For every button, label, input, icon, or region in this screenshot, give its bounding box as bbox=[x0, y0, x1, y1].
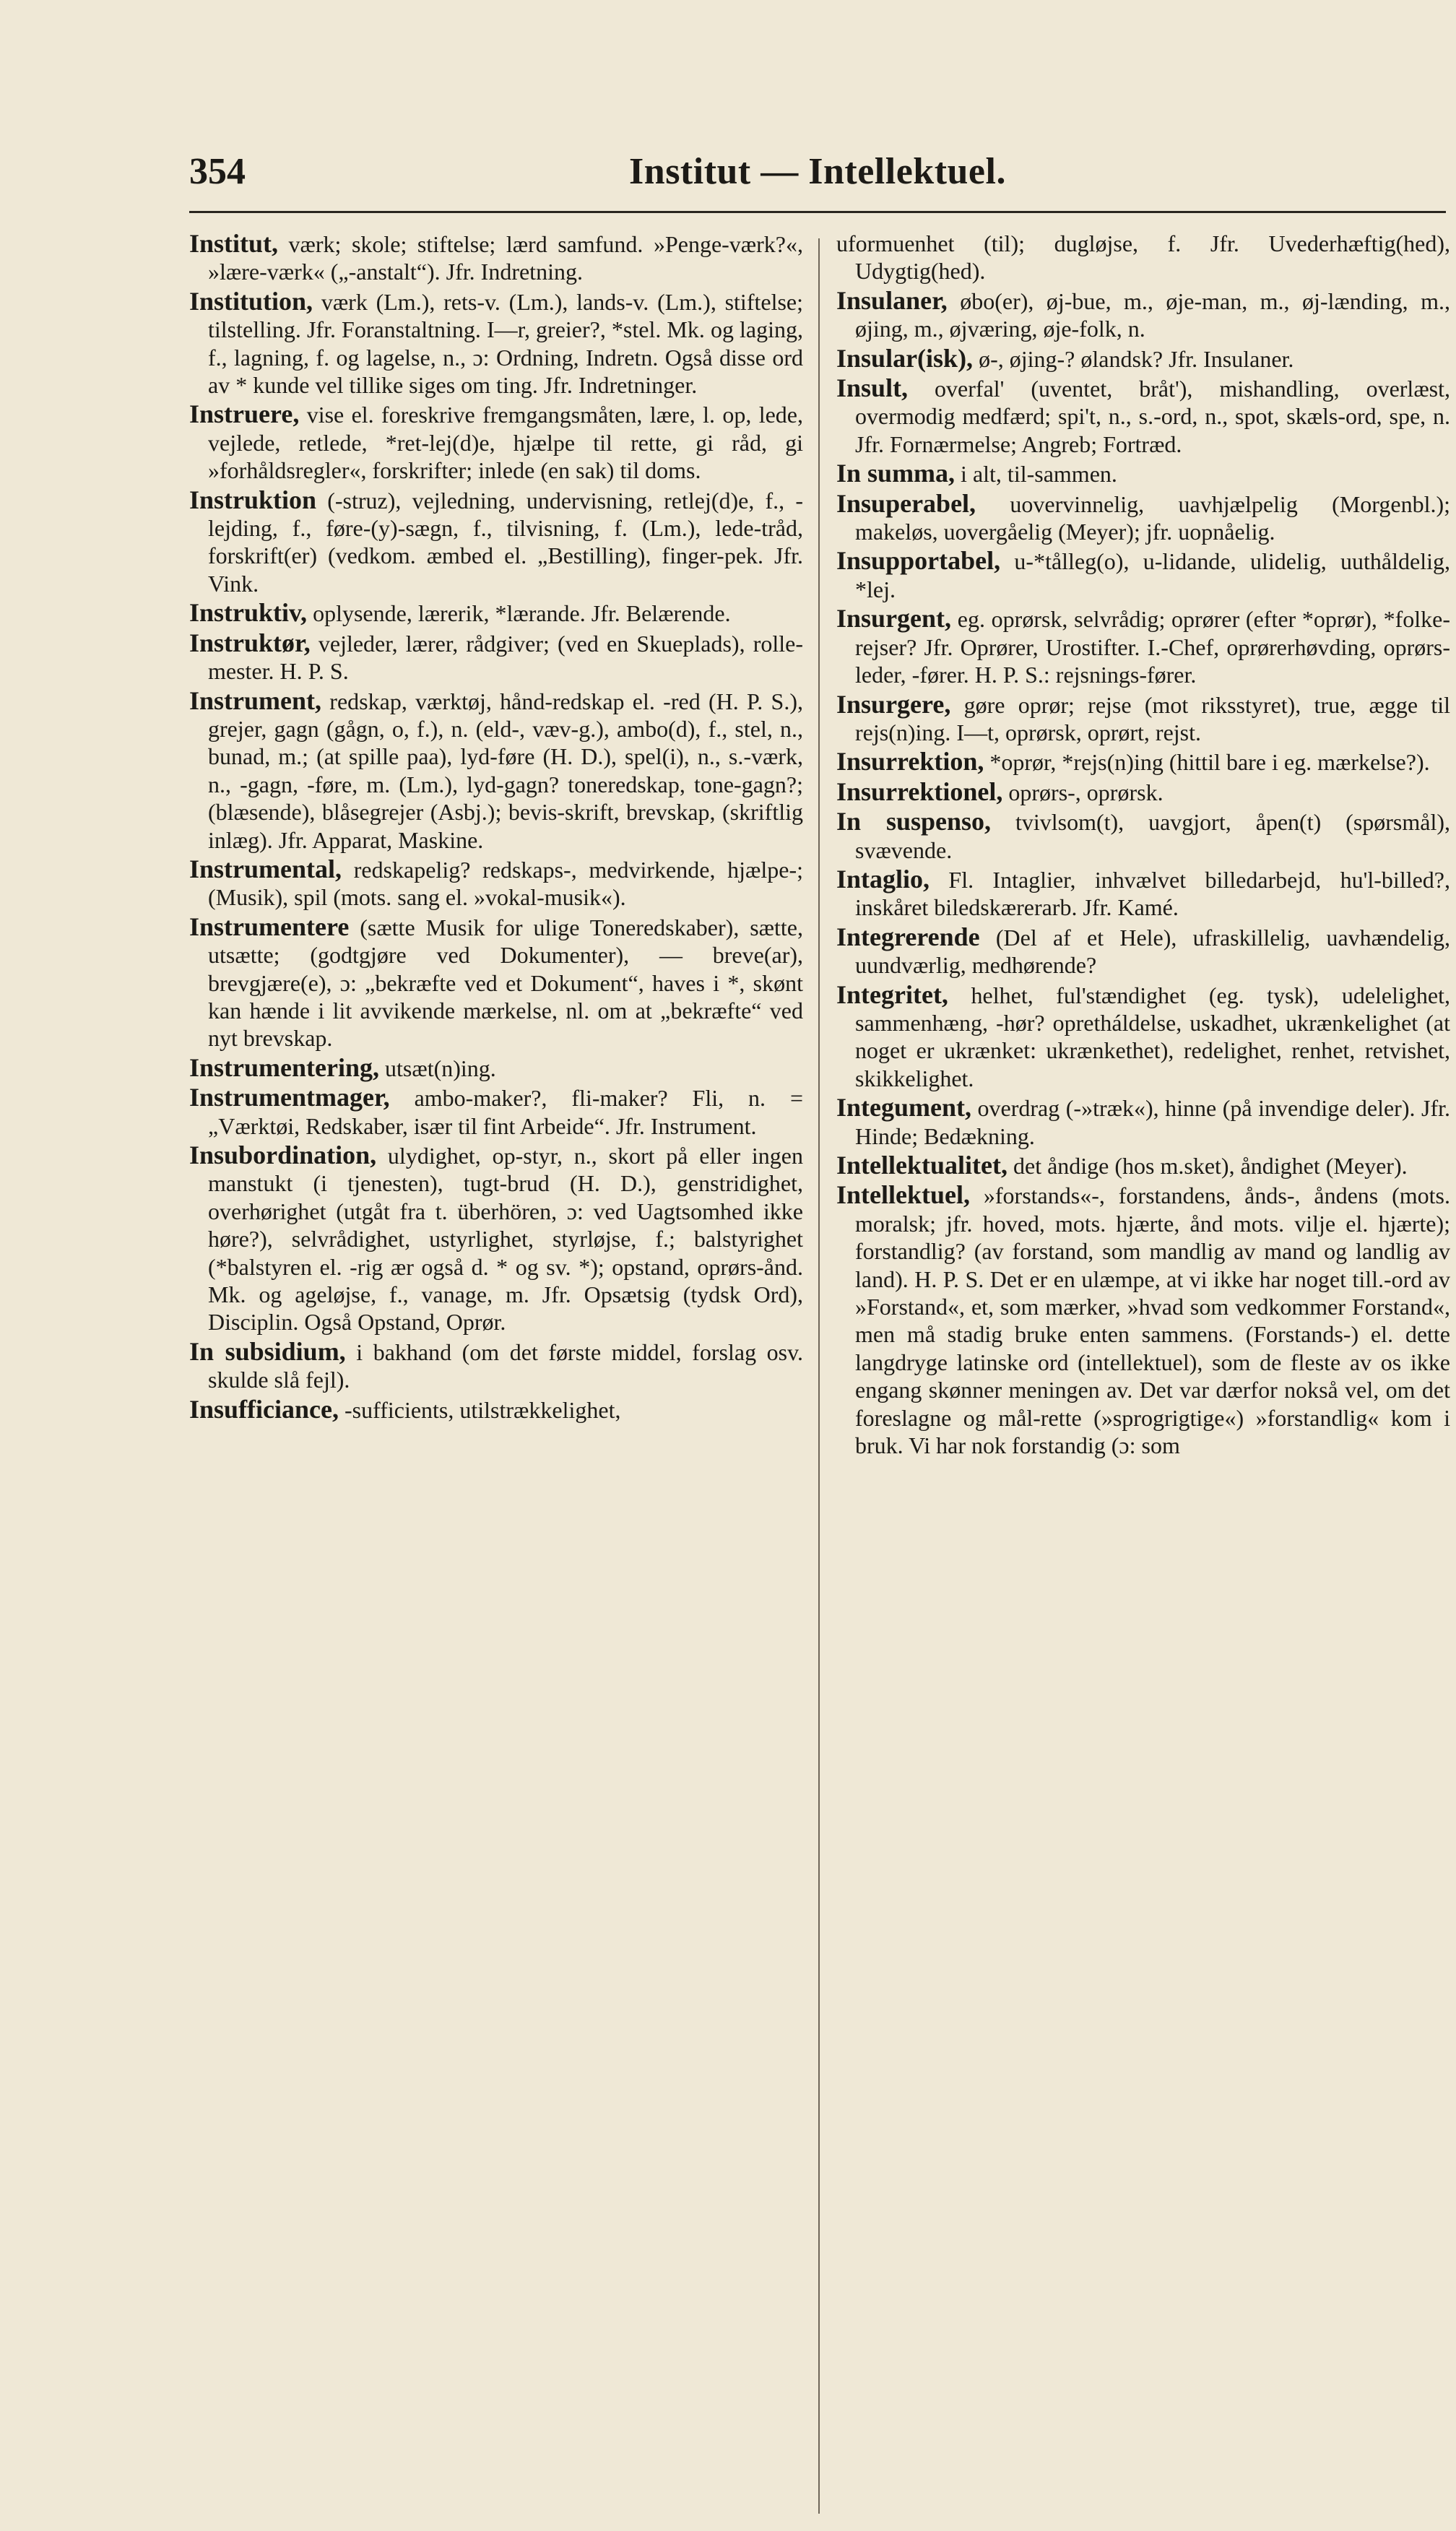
entry-definition: (sætte Musik for ulige Toneredskaber), sætte, utsætte; (godtgjøre ved Dokumenter), — breve(ar), brevgjære(e), ɔ: „bekræfte ved et Dokument“, haves i *, skønt kan hænde i lit avvikende mærkelse, nl. om at „bekræfte“ ved nyt brevskap. bbox=[208, 914, 803, 1052]
entry-definition: vejleder, lærer, rådgiver; (ved en Skueplads), rolle-mester. H. P. S. bbox=[208, 630, 803, 685]
entry-headword: Insupportabel, bbox=[836, 546, 1001, 576]
entry-headword: In suspenso, bbox=[836, 807, 992, 836]
entry-definition: »forstands«-, forstandens, ånds-, åndens (mots. moralsk; jfr. hoved, mots. hjærte, ånd mots. vilje el. hjærte); forstandlig? (av forstand, som mandlig av mand og landlig av land). H. P. S. Det er en ulæmpe, at vi ikke har noget till.-ord av »Forstand«, et, som mærker, »hvad som vedkommer Forstand«, men må stadig bruke enten sammens. (Forstands-) el. dette langdryge latinske ord (intellektuel), som de fleste av os ikke engang skønner meningen av. Det var dærfor nokså vel, om det foreslagne og mål-rette (»sprogrigtige«) »forstandlig« kom i bruk. Vi har nok forstandig (ɔ: som bbox=[855, 1182, 1450, 1459]
left-column bbox=[189, 230, 803, 2512]
dictionary-entry bbox=[836, 605, 1450, 688]
dictionary-entry bbox=[189, 1083, 803, 1140]
entry-headword: Instruktion bbox=[189, 485, 317, 514]
entry-headword: Instrument, bbox=[189, 685, 322, 715]
running-title: Institut — Intellektuel. bbox=[629, 151, 1006, 192]
entry-headword: Instrumentere bbox=[189, 912, 350, 941]
dictionary-entry bbox=[189, 287, 803, 399]
dictionary-entry bbox=[189, 913, 803, 1052]
right-column bbox=[836, 230, 1450, 2512]
entry-headword: Insurgent, bbox=[836, 604, 952, 633]
dictionary-entry bbox=[836, 865, 1450, 922]
dictionary-entry bbox=[836, 230, 1450, 285]
entry-definition: værk; skole; stiftelse; lærd samfund. »Penge-værk?«, »lære-værk« („-anstalt“). Jfr. Indretning. bbox=[208, 231, 803, 285]
entry-definition: ø-, øjing-? ølandsk? Jfr. Insulaner. bbox=[979, 345, 1294, 372]
entry-headword: Instruktiv, bbox=[189, 598, 308, 628]
entry-definition: ulydighet, op-styr, n., skort på eller ingen manstukt (i tjenesten), tugt-brud (H. D.), genstridighet, overhørighet (utgåt fra t. überhören, ɔ: ved Uagtsomhed ikke høre?), selvrådighet, ustyrlighet, styrløjse, f.; balstyrighet (*balstyren el. -rig ær også d. * og sv. *); opstand, oprørs-ånd. Mk. og ageløjse, f., vanage, m. Jfr. Opsætsig (tydsk Ord), Disciplin. Også Opstand, Oprør. bbox=[208, 1143, 803, 1336]
entry-headword: Insurrektion, bbox=[836, 747, 984, 776]
entry-headword: In subsidium, bbox=[189, 1336, 346, 1366]
dictionary-entry bbox=[836, 374, 1450, 458]
entry-definition: værk (Lm.), rets-v. (Lm.), lands-v. (Lm.), stiftelse; tilstelling. Jfr. Foranstaltning. I—r, greier?, *stel. Mk. og laging, f., lagning, f. og lagelse, n., ɔ: Ordning, Indretn. Også disse ord av * kunde vel tillike siges om ting. Jfr. Indretninger. bbox=[208, 288, 803, 399]
entry-headword: Intellektuel, bbox=[836, 1180, 970, 1210]
entry-headword: Insufficiance, bbox=[189, 1394, 339, 1424]
dictionary-entry bbox=[189, 230, 803, 286]
dictionary-entry bbox=[836, 691, 1450, 747]
entry-headword: Intellektualitet, bbox=[836, 1151, 1008, 1180]
dictionary-entry bbox=[836, 1181, 1450, 1459]
entry-definition: i alt, til-sammen. bbox=[961, 461, 1117, 488]
entry-definition: overfal' (uventet, bråt'), mishandling, overlæst, overmodig medfærd; spi't, n., s.-ord, n., spot, skæls-ord, spe, n. Jfr. Fornærmelse; Angreb; Fortræd. bbox=[855, 376, 1450, 457]
dictionary-entry bbox=[189, 629, 803, 685]
entry-definition: gøre oprør; rejse (mot riksstyret), true, ægge til rejs(n)ing. I—t, oprørsk, oprørt, rejst. bbox=[855, 691, 1450, 745]
entry-definition: utsæt(n)ing. bbox=[385, 1055, 496, 1081]
entry-definition: øbo(er), øj-bue, m., øje-man, m., øj-lænding, m., øjing, m., øjværing, øje-folk, n. bbox=[855, 287, 1450, 342]
entry-definition: uformuenhet (til); dugløjse, f. Jfr. Uvederhæftig(hed), Udygtig(hed). bbox=[836, 230, 1450, 285]
dictionary-entry bbox=[836, 345, 1450, 373]
entry-definition: det åndige (hos m.sket), åndighet (Meyer). bbox=[1013, 1153, 1408, 1179]
entry-definition: oplysende, lærerik, *lærande. Jfr. Belærende. bbox=[313, 600, 731, 627]
dictionary-entry bbox=[836, 1094, 1450, 1150]
entry-headword: Integument, bbox=[836, 1093, 971, 1122]
entry-headword: Instrumentmager, bbox=[189, 1083, 390, 1112]
entry-headword: Insulaner, bbox=[836, 285, 948, 315]
entry-headword: Institut, bbox=[189, 230, 279, 258]
entry-headword: Instrumental, bbox=[189, 854, 342, 883]
entry-definition: i bakhand (om det første middel, forslag osv. skulde slå fejl). bbox=[208, 1338, 803, 1393]
entry-definition: (-struz), vejledning, undervisning, retlej(d)e, f., -lejding, f., føre-(y)-sægn, f., tilvisning, f. (Lm.), lede-tråd, forskrift(er) (vedkom. æmbed el. „Bestilling), finger-pek. Jfr. Vink. bbox=[208, 487, 803, 597]
dictionary-entry bbox=[189, 1054, 803, 1082]
entry-definition: -sufficients, utilstrækkelighet, bbox=[344, 1396, 621, 1423]
dictionary-entry bbox=[836, 287, 1450, 343]
entry-definition: helhet, ful'stændighet (eg. tysk), udelelighet, sammenhæng, -hør? opretháldelse, uskadhet, ukrænkelighet (at noget er ukrænket: ukrænkethet), redelighet, renhet, retvishet, skikkelighet. bbox=[855, 982, 1450, 1091]
entry-definition: Fl. Intaglier, inhvælvet billedarbejd, hu'l-billed?, inskåret biledskærerarb. Jfr. Kamé. bbox=[855, 866, 1450, 921]
entry-definition: u-*tålleg(o), u-lidande, ulidelig, uuthåldelig, *lej. bbox=[855, 548, 1450, 602]
entry-headword: Insubordination, bbox=[189, 1141, 377, 1169]
dictionary-entry bbox=[836, 1151, 1450, 1180]
dictionary-entry bbox=[189, 855, 803, 912]
entry-headword: Instruere, bbox=[189, 399, 300, 429]
entry-headword: Insurrektionel, bbox=[836, 776, 1003, 806]
entry-headword: Insurgere, bbox=[836, 689, 951, 719]
dictionary-entry bbox=[836, 459, 1450, 488]
column-separator bbox=[818, 238, 820, 2514]
dictionary-entry bbox=[189, 1396, 803, 1424]
entry-definition: vise el. foreskrive fremgangsmåten, lære, l. op, lede, vejlede, retlede, *ret-lej(d)e, hjælpe til rette, gi råd, gi »forhåldsregler«, forskrifter; inlede (en sak) til doms. bbox=[208, 402, 803, 484]
entry-headword: Insuperabel, bbox=[836, 488, 976, 518]
entry-headword: Intaglio, bbox=[836, 864, 930, 894]
entry-headword: Integrerende bbox=[836, 922, 980, 951]
dictionary-entry bbox=[836, 808, 1450, 864]
entry-definition: uovervinnelig, uavhjælpelig (Morgenbl.); makeløs, uovergåelig (Meyer); jfr. uopnåelig. bbox=[855, 490, 1450, 545]
entry-headword: Institution, bbox=[189, 286, 313, 316]
entry-definition: *oprør, *rejs(n)ing (hittil bare i eg. mærkelse?). bbox=[989, 749, 1430, 776]
header-rule bbox=[189, 211, 1446, 213]
entry-definition: ambo-maker?, fli-maker? Fli, n. = „Værktøi, Redskaber, især til fint Arbeide“. Jfr. Instrument. bbox=[208, 1085, 803, 1139]
entry-headword: Insular(isk), bbox=[836, 343, 974, 373]
entry-definition: oprørs-, oprørsk. bbox=[1008, 779, 1164, 805]
entry-definition: (Del af et Hele), ufraskillelig, uavhændelig, uundværlig, medhørende? bbox=[855, 924, 1450, 979]
dictionary-entry bbox=[836, 981, 1450, 1093]
entry-definition: overdrag (-»træk«), hinne (på invendige deler). Jfr. Hinde; Bedækning. bbox=[855, 1095, 1450, 1149]
entry-definition: eg. oprørsk, selvrådig; oprører (efter *oprør), *folke-rejser? Jfr. Oprører, Urostifter. I.-Chef, oprørerhøvding, oprørs-leder, -fører. H. P. S.: rejsnings-fører. bbox=[855, 606, 1450, 688]
dictionary-entry bbox=[189, 599, 803, 627]
dictionary-entry bbox=[189, 400, 803, 484]
page-number: 354 bbox=[189, 151, 246, 192]
dictionary-entry bbox=[189, 1338, 803, 1394]
entry-definition: redskap, værktøj, hånd-redskap el. -red (H. P. S.), grejer, gagn (gågn, o, f.), n. (eld-, væv-g.), ambo(d), f., stel, n., bunad, m.; (at spille paa), lyd-føre (H. D.), spel(i), n., s.-værk, n., -gagn, -føre, m. (Lm.), lyd-gagn? toneredskap, tone-gagn?; (blæsende), blåsegrejer (Asbj.); bevis-skrift, brevskap, (skriftlig inlæg). Jfr. Apparat, Maskine. bbox=[208, 688, 803, 853]
entry-headword: Instruktør, bbox=[189, 628, 311, 657]
dictionary-entry bbox=[836, 490, 1450, 546]
entry-headword: Instrumentering, bbox=[189, 1052, 379, 1082]
entry-headword: In summa, bbox=[836, 459, 956, 488]
dictionary-entry bbox=[189, 687, 803, 854]
entry-definition: tvivlsom(t), uavgjort, åpen(t) (spørsmål), svævende. bbox=[855, 809, 1450, 863]
dictionary-entry bbox=[189, 1141, 803, 1336]
entry-headword: Integritet, bbox=[836, 979, 948, 1009]
entry-definition: redskapelig? redskaps-, medvirkende, hjælpe-; (Musik), spil (mots. sang el. »vokal-musik«). bbox=[208, 856, 803, 911]
dictionary-entry bbox=[836, 778, 1450, 806]
dictionary-entry bbox=[189, 486, 803, 598]
dictionary-entry bbox=[836, 748, 1450, 776]
entry-headword: Insult, bbox=[836, 373, 909, 403]
dictionary-entry bbox=[836, 547, 1450, 603]
page-header bbox=[189, 150, 1446, 202]
dictionary-entry bbox=[836, 923, 1450, 979]
